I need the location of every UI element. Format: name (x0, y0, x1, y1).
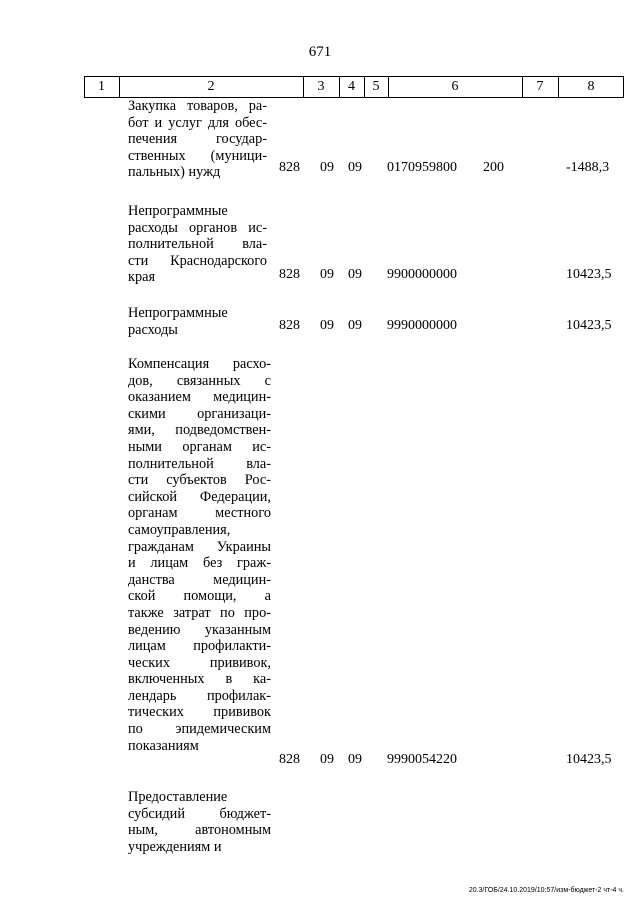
cell-col-8: 10423,5 (566, 752, 612, 767)
cell-col-8: 10423,5 (566, 267, 612, 282)
cell-col-4: 09 (320, 160, 334, 175)
header-col-1: 1 (98, 79, 105, 94)
description-line: субсидий бюджет- (128, 805, 271, 822)
header-col-3: 3 (317, 79, 325, 94)
description-line: ской помощи, а (128, 588, 271, 605)
cell-col-3: 828 (279, 318, 300, 333)
description-line: ведению указанным (128, 621, 271, 638)
header-col-7: 7 (536, 79, 544, 94)
cell-col-8: 10423,5 (566, 318, 612, 333)
header-col-8: 8 (587, 79, 595, 94)
description-line: ями, подведомствен- (128, 422, 271, 439)
description-line: включенных в ка- (128, 671, 271, 688)
description-line: Предоставление (128, 789, 228, 805)
cell-col-6: 9900000000 (387, 267, 457, 282)
description-line: оказанием медицин- (128, 389, 271, 406)
description-line: полнительной вла- (128, 236, 267, 253)
cell-col-4: 09 (320, 267, 334, 282)
table-header (84, 76, 624, 98)
cell-col-6: 9990000000 (387, 318, 457, 333)
description-line: пальных) нужд (128, 164, 221, 181)
cell-col-3: 828 (279, 160, 300, 175)
cell-col-8: -1488,3 (566, 160, 610, 175)
row-description (128, 305, 238, 338)
description-line: также затрат по про- (128, 604, 271, 621)
row-description (128, 203, 267, 286)
description-line: лендарь профилак- (128, 687, 271, 704)
description-line: гражданам Украины (128, 538, 271, 555)
cell-col-6: 0170959800 (387, 160, 457, 175)
description-line: Закупка товаров, ра- (128, 98, 267, 114)
cell-col-5: 09 (348, 267, 362, 282)
cell-col-3: 828 (279, 752, 300, 767)
description-line: ным, автономным (128, 822, 271, 839)
cell-col-6: 9990054220 (387, 752, 457, 767)
description-line: сти субъектов Рос- (128, 472, 271, 489)
description-line: данства медицин- (128, 571, 271, 588)
cell-col-3: 828 (279, 267, 300, 282)
cell-col-5: 09 (348, 160, 362, 175)
description-line: скими организаци- (128, 405, 271, 422)
description-line: края (128, 269, 156, 286)
row-description (128, 98, 267, 181)
description-line: сти Краснодарского (128, 252, 267, 269)
description-line: расходы (128, 321, 178, 338)
cell-col-4: 09 (320, 752, 334, 767)
description-line: по эпидемическим (128, 721, 271, 738)
description-line: учреждениям и (128, 838, 222, 855)
description-line: лицам профилакти- (128, 638, 271, 655)
description-line: дов, связанных с (128, 372, 271, 389)
cell-col-4: 09 (320, 318, 334, 333)
header-col-5: 5 (372, 79, 380, 94)
description-line: Непрограммные (128, 305, 228, 321)
header-col-2: 2 (207, 79, 215, 94)
cell-col-5: 09 (348, 318, 362, 333)
row-description (128, 789, 271, 855)
header-col-6: 6 (451, 79, 459, 94)
description-line: Непрограммные (128, 203, 228, 219)
description-line: бот и услуг для обес- (128, 114, 267, 131)
description-line: и лицам без граж- (128, 555, 271, 572)
footer-stamp: 20.3/ГОБ/24.10.2019/10:57/изм-бюджет-2 чт-4 ч. (468, 887, 624, 894)
description-line: ными органам ис- (128, 438, 271, 455)
description-line: показаниям (128, 737, 199, 754)
description-line: сийской Федерации, (128, 488, 271, 505)
description-line: расходы органов ис- (128, 219, 267, 236)
description-line: органам местного (128, 505, 271, 522)
header-col-4: 4 (348, 79, 355, 94)
description-line: печения государ- (128, 131, 267, 148)
description-line: Компенсация расхо- (128, 356, 271, 372)
description-line: полнительной вла- (128, 455, 271, 472)
cell-col-7: 200 (483, 160, 504, 175)
description-line: ственных (муници- (128, 147, 267, 164)
description-line: самоуправления, (128, 521, 231, 538)
description-line: ческих прививок, (128, 654, 271, 671)
row-description (128, 356, 271, 754)
page-number: 671 (308, 44, 332, 60)
cell-col-5: 09 (348, 752, 362, 767)
description-line: тических прививок (128, 704, 271, 721)
